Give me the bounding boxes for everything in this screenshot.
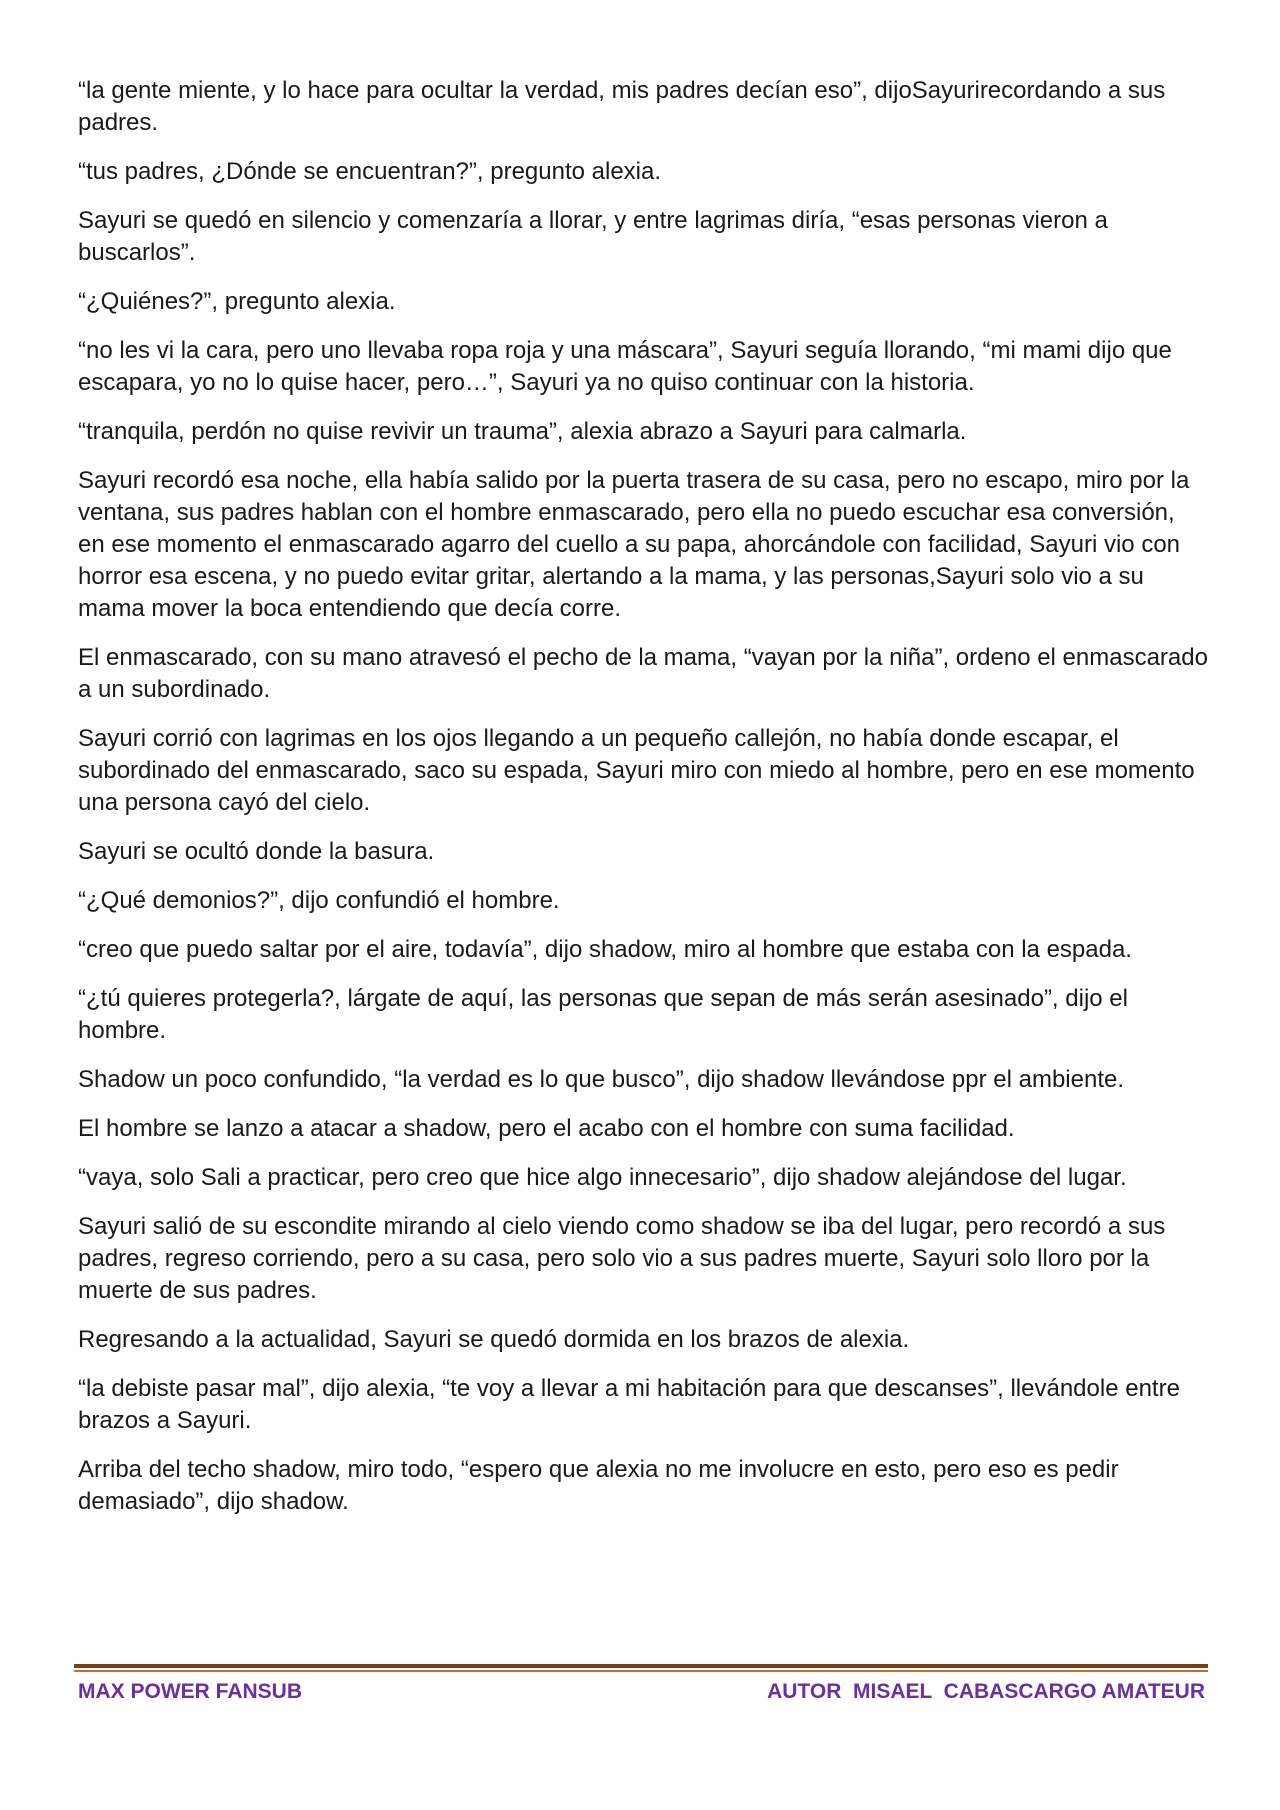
footer-fansub-name: MAX POWER FANSUB [78,1680,303,1703]
footer-rule [74,1664,1208,1668]
paragraph: El hombre se lanzo a atacar a shadow, pero el acabo con el hombre con suma facilidad. [78,1115,1015,1142]
paragraph: Regresando a la actualidad, Sayuri se quedó dormida en los brazos de alexia. [78,1326,910,1353]
paragraph: Sayuri se quedó en silencio y comenzaría a llorar, y entre lagrimas diría, “esas personas vieron a buscarlos”. [78,207,1108,266]
paragraph: “la debiste pasar mal”, dijo alexia, “te voy a llevar a mi habitación para que descanses”, llevándole entre brazos a Sayuri. [78,1375,1180,1434]
paragraph: “creo que puedo saltar por el aire, todavía”, dijo shadow, miro al hombre que estaba con la espada. [78,936,1132,963]
paragraph: “vaya, solo Sali a practicar, pero creo que hice algo innecesario”, dijo shadow alejándose del lugar. [78,1164,1127,1191]
paragraph: El enmascarado, con su mano atravesó el pecho de la mama, “vayan por la niña”, ordeno el enmascarado a un subordinado. [78,644,1208,703]
footer-author: AUTOR MISAEL CABASCARGO AMATEUR [767,1680,1205,1703]
paragraph: Shadow un poco confundido, “la verdad es lo que busco”, dijo shadow llevándose ppr el ambiente. [78,1066,1125,1093]
paragraph: “no les vi la cara, pero uno llevaba ropa roja y una máscara”, Sayuri seguía llorando, “mi mami dijo que escapara, yo no lo quise hacer, pero…”, Sayuri ya no quiso continuar con la historia. [78,337,1172,396]
paragraph: Sayuri recordó esa noche, ella había salido por la puerta trasera de su casa, pero no escapo, miro por la ventana, sus padres hablan con el hombre enmascarado, pero ella no puedo escuchar esa conversión, en ese momento el enmascarado agarro del cuello a su papa, ahorcándole con facilidad, Sayuri vio con horror esa escena, y no puedo evitar gritar, alertando a la mama, y las personas,Sayuri solo vio a su mama mover la boca entendiendo que decía corre. [78,467,1190,622]
page-body [78,75,1208,1535]
footer-rule-accent [74,1670,1208,1672]
paragraph: “tranquila, perdón no quise revivir un trauma”, alexia abrazo a Sayuri para calmarla. [78,418,967,445]
paragraph: “¿tú quieres protegerla?, lárgate de aquí, las personas que sepan de más serán asesinado”, dijo el hombre. [78,985,1128,1044]
paragraph: “¿Quiénes?”, pregunto alexia. [78,288,396,315]
paragraph: Sayuri salió de su escondite mirando al cielo viendo como shadow se iba del lugar, pero recordó a sus padres, regreso corriendo, pero a su casa, pero solo vio a sus padres muerte, Sayuri solo lloro por la muerte de sus padres. [78,1213,1166,1304]
paragraph: “¿Qué demonios?”, dijo confundió el hombre. [78,887,560,914]
paragraph: Sayuri corrió con lagrimas en los ojos llegando a un pequeño callejón, no había donde escapar, el subordinado del enmascarado, saco su espada, Sayuri miro con miedo al hombre, pero en ese momento una persona cayó del cielo. [78,725,1195,816]
paragraph: Sayuri se ocultó donde la basura. [78,838,435,865]
paragraph: “la gente miente, y lo hace para ocultar la verdad, mis padres decían eso”, dijoSayurirecordando a sus padres. [78,77,1166,136]
paragraph: Arriba del techo shadow, miro todo, “espero que alexia no me involucre en esto, pero eso es pedir demasiado”, dijo shadow. [78,1456,1119,1515]
paragraph: “tus padres, ¿Dónde se encuentran?”, pregunto alexia. [78,158,662,185]
